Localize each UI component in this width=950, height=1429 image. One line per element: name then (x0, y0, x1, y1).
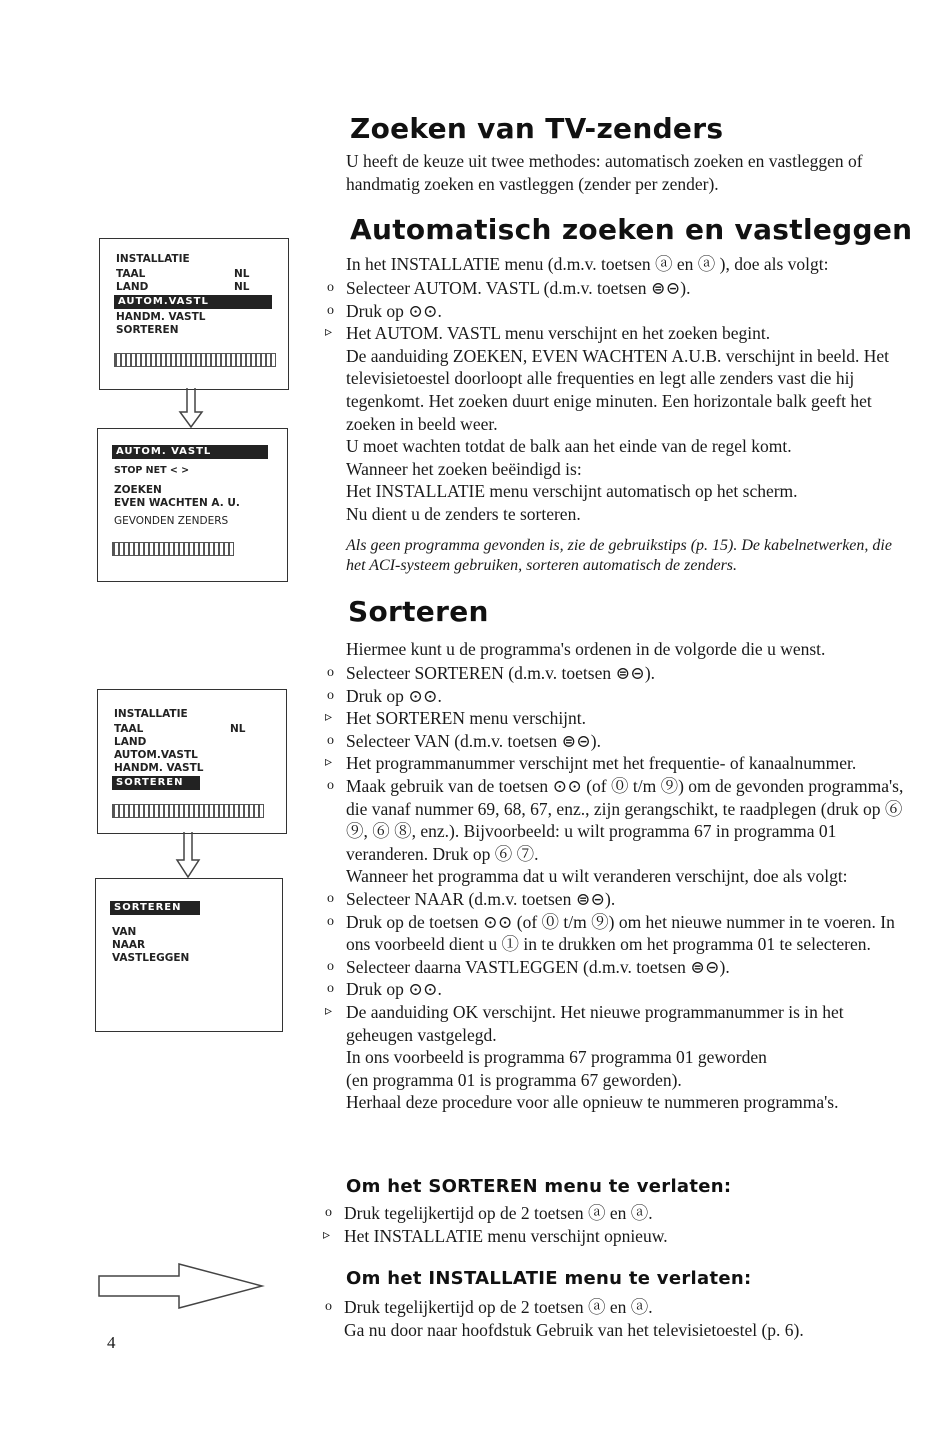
screen-item-naar: NAAR (112, 939, 146, 951)
list-item: o Druk op ⊙⊙. (324, 300, 906, 323)
list-item: Herhaal deze procedure voor alle opnieuw te nummeren programma's. (346, 1092, 839, 1113)
zoeken-intro (346, 150, 906, 195)
screen-item-land: LAND (114, 736, 147, 748)
auto-note: Als geen programma gevonden is, zie de gebruikstips (p. 15). De kabelnetwerken, die het ACI-systeem gebruiken, sorteren automatisch de zenders. (346, 537, 892, 574)
sort-steps (324, 662, 906, 1114)
list-item: o Druk op de toetsen ⊙⊙ (of ⓪ t/m ⑨) om het nieuwe nummer in te voeren. In ons voorbeeld dient u ① in te drukken om het programma 01 te selecteren. (324, 911, 906, 956)
arrow-right-icon (97, 1262, 267, 1310)
screen-item-handm: HANDM. VASTL (116, 311, 206, 323)
list-item: o Druk tegelijkertijd op de 2 toetsen ⓐ en ⓐ. (322, 1202, 906, 1225)
list-item: Wanneer het programma dat u wilt veranderen verschijnt, doe als volgt: (346, 866, 848, 887)
arrow-down-icon (175, 832, 201, 878)
screen-title: INSTALLATIE (114, 708, 188, 720)
list-item: (en programma 01 is programma 67 geworden). (346, 1069, 682, 1090)
screen-progress-bar (112, 804, 264, 818)
screen-item-gevonden: GEVONDEN ZENDERS (114, 515, 229, 527)
list-item: o Druk op ⊙⊙. (324, 685, 906, 708)
auto-intro (346, 253, 906, 276)
list-item: o Selecteer AUTOM. VASTL (d.m.v. toetsen ⊜⊝). (324, 277, 906, 300)
screen-item-stop: STOP NET < > (114, 465, 190, 476)
list-item: ▹ Het INSTALLATIE menu verschijnt opnieuw. (322, 1225, 906, 1248)
sort-intro-text: Hiermee kunt u de programma's ordenen in de volgorde die u wenst. (346, 639, 826, 659)
list-item: Het INSTALLATIE menu verschijnt automatisch op het scherm. (346, 481, 798, 502)
list-item: Nu dient u de zenders te sorteren. (346, 503, 581, 524)
list-item: o Maak gebruik van de toetsen ⊙⊙ (of ⓪ t/m ⑨) om de gevonden programma's, die vanaf nummer 69, 68, 67, enz., zijn gerangschikt, te raadplegen (druk op ⑥ ⑨, ⑥ ⑧, enz.). Bijvoorbeeld: u wilt programma 67 in programma 01 veranderen. Druk op ⑥ ⑦. (324, 775, 906, 865)
list-item: Ga nu door naar hoofdstuk Gebruik van het televisietoestel (p. 6). (344, 1319, 804, 1340)
list-item: ▹ Het SORTEREN menu verschijnt. (324, 707, 906, 730)
screen-value-land: NL (234, 281, 250, 293)
screen-item-autom-highlighted: AUTOM.VASTL (114, 295, 272, 309)
screen-item-vastleggen: VASTLEGGEN (112, 952, 190, 964)
arrow-down-icon (178, 388, 204, 428)
list-item: o Druk tegelijkertijd op de 2 toetsen ⓐ en ⓐ. (322, 1296, 906, 1319)
screen-progress-bar (112, 542, 234, 556)
section-title-auto: Automatisch zoeken en vastleggen (350, 213, 913, 246)
screen-item-sorteren-highlighted: SORTEREN (112, 776, 200, 790)
tv-screen-sorteren (95, 878, 283, 1032)
list-item: Wanneer het zoeken beëindigd is: (346, 458, 582, 479)
list-item: In ons voorbeeld is programma 67 programma 01 geworden (346, 1047, 767, 1068)
list-item: o Selecteer SORTEREN (d.m.v. toetsen ⊜⊝). (324, 662, 906, 685)
screen-item-van: VAN (112, 926, 137, 938)
tv-screen-autom-vastl (97, 428, 288, 582)
list-item: ▹ Het programmanummer verschijnt met het frequentie- of kanaalnummer. (324, 752, 906, 775)
page-number: 4 (107, 1333, 116, 1352)
list-item: o Selecteer daarna VASTLEGGEN (d.m.v. toetsen ⊜⊝). (324, 956, 906, 979)
zoeken-intro-text: U heeft de keuze uit twee methodes: automatisch zoeken en vastleggen of handmatig zoeken en vastleggen (zender per zender). (346, 151, 863, 194)
exit-inst-steps (322, 1296, 906, 1341)
section-title-zoeken: Zoeken van TV-zenders (350, 112, 724, 145)
list-item: De aanduiding ZOEKEN, EVEN WACHTEN A.U.B. verschijnt in beeld. Het televisietoestel doorloopt alle frequenties en legt alle zenders vast die hij tegenkomt. Het zoeken duurt enige minuten. Een horizontale balk geeft het zoeken in beeld weer. (346, 345, 890, 434)
list-item: ▹ De aanduiding OK verschijnt. Het nieuwe programmanummer is in het geheugen vastgelegd. (324, 1001, 906, 1046)
exit-inst-title: Om het INSTALLATIE menu te verlaten: (346, 1268, 752, 1289)
screen-value-taal: NL (234, 268, 250, 280)
screen-item-sorteren: SORTEREN (116, 324, 179, 336)
tv-screen-installatie-2 (97, 689, 287, 834)
exit-sort-title: Om het SORTEREN menu te verlaten: (346, 1176, 732, 1197)
tv-screen-installatie-1 (99, 238, 289, 390)
screen-item-land: LAND (116, 281, 149, 293)
screen-item-wachten: EVEN WACHTEN A. U. (114, 497, 240, 509)
screen-item-taal: TAAL (116, 268, 146, 280)
screen-item-zoeken: ZOEKEN (114, 484, 162, 496)
auto-intro-text: In het INSTALLATIE menu (d.m.v. toetsen ⓐ en ⓐ ), doe als volgt: (346, 254, 829, 274)
screen-title-highlighted: AUTOM. VASTL (112, 445, 268, 459)
screen-title: INSTALLATIE (116, 253, 190, 265)
screen-item-autom: AUTOM.VASTL (114, 749, 198, 761)
list-item: ▹ Het AUTOM. VASTL menu verschijnt en het zoeken begint. (324, 322, 906, 345)
sort-intro (346, 638, 906, 661)
screen-progress-bar (114, 353, 276, 367)
screen-item-taal: TAAL (114, 723, 144, 735)
list-item: U moet wachten totdat de balk aan het einde van de regel komt. (346, 436, 792, 457)
list-item: o Selecteer VAN (d.m.v. toetsen ⊜⊝). (324, 730, 906, 753)
exit-sort-steps (322, 1202, 906, 1247)
screen-title-highlighted: SORTEREN (110, 901, 200, 915)
list-item: o Druk op ⊙⊙. (324, 978, 906, 1001)
screen-value-taal: NL (230, 723, 246, 735)
list-item: o Selecteer NAAR (d.m.v. toetsen ⊜⊝). (324, 888, 906, 911)
auto-steps (324, 277, 906, 526)
section-title-sort: Sorteren (348, 595, 489, 628)
screen-item-handm: HANDM. VASTL (114, 762, 204, 774)
